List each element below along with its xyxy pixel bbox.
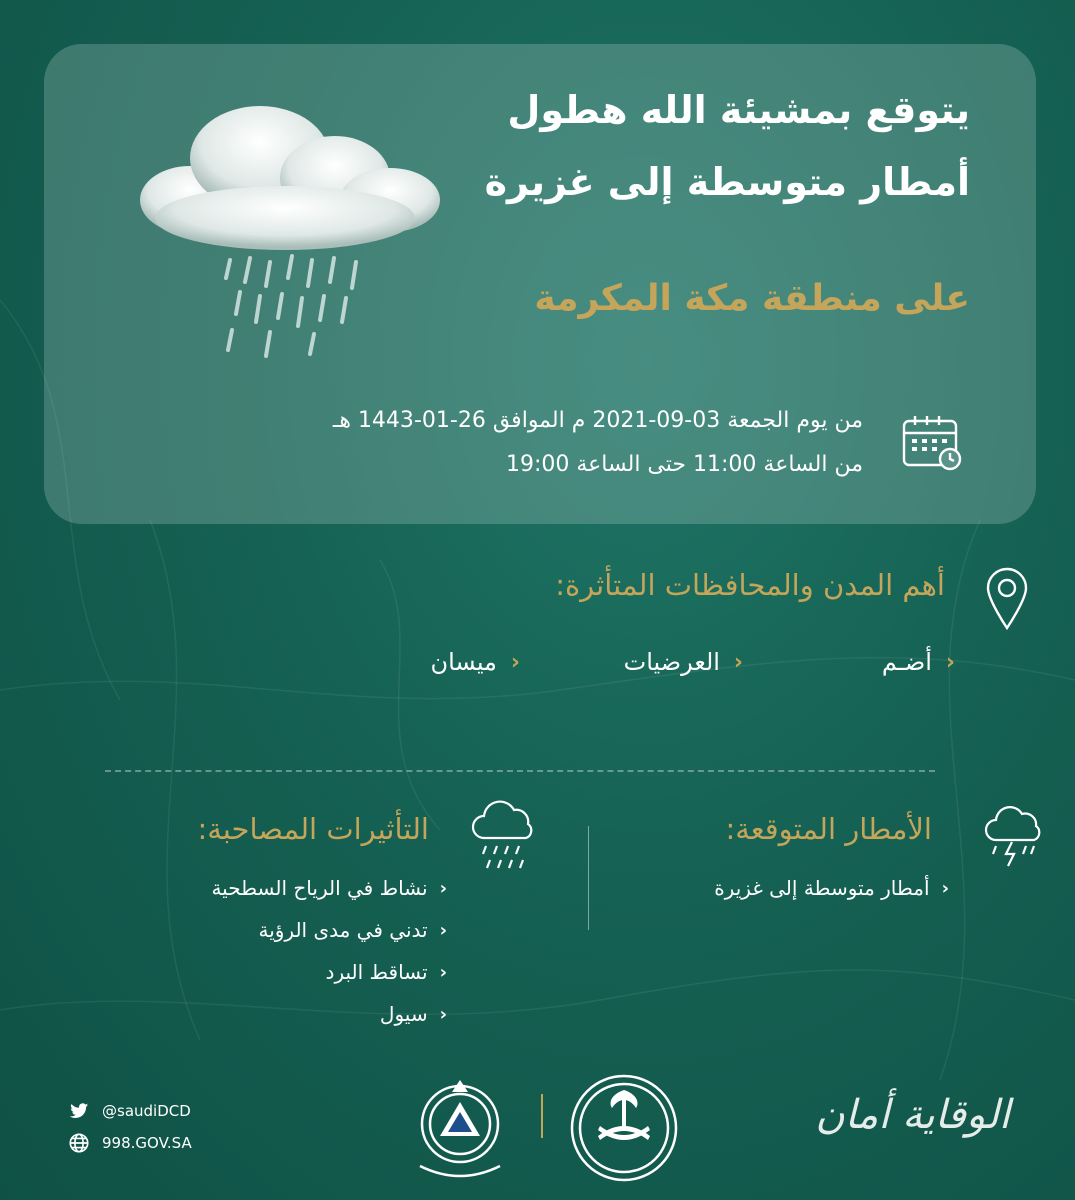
civil-defense-emblem (402, 1070, 518, 1188)
list-item (211, 876, 447, 900)
region-title: على منطقة مكة المكرمة (534, 278, 970, 319)
headline-line-1: يتوقع بمشيئة الله هطول (507, 88, 970, 132)
website-url: 998.GOV.SA (102, 1134, 192, 1152)
city-item (624, 648, 743, 676)
cities-title: أهم المدن والمحافظات المتأثرة: (555, 568, 945, 602)
chevron-left-icon: ‹ (439, 961, 447, 983)
rain-cloud-icon (470, 800, 540, 872)
twitter-icon (68, 1100, 90, 1122)
column-divider (588, 826, 589, 930)
list-item (714, 876, 949, 900)
storm-cloud-icon (982, 800, 1046, 870)
chevron-left-icon: ‹ (439, 1003, 447, 1025)
website-link[interactable] (68, 1132, 192, 1154)
list-item-label: نشاط في الرياح السطحية (211, 876, 428, 900)
chevron-left-icon: ‹ (941, 877, 949, 899)
chevron-left-icon: ‹ (733, 649, 743, 675)
slogan-calligraphy: الوقاية أمان (815, 1092, 1010, 1138)
chevron-left-icon: ‹ (439, 919, 447, 941)
calendar-clock-icon (900, 413, 966, 473)
city-name: العرضيات (623, 648, 720, 676)
list-item (326, 960, 447, 984)
date-line: من يوم الجمعة 03-09-2021 م الموافق 26-01-1443 هـ (332, 408, 863, 433)
twitter-handle: @saudiDCD (102, 1102, 191, 1120)
time-line: من الساعة 11:00 حتى الساعة 19:00 (505, 452, 863, 477)
list-item (380, 1002, 447, 1026)
city-name: أضـم (881, 648, 932, 676)
chevron-left-icon: ‹ (510, 649, 520, 675)
emblem-separator (541, 1094, 543, 1138)
city-item (430, 648, 520, 676)
city-item (882, 648, 955, 676)
twitter-link[interactable] (68, 1100, 191, 1122)
city-name: ميسان (430, 648, 497, 676)
location-pin-icon (984, 566, 1030, 632)
effects-title: التأثيرات المصاحبة: (197, 812, 429, 846)
section-divider (105, 770, 935, 772)
expected-rain-title: الأمطار المتوقعة: (725, 812, 932, 846)
list-item-label: أمطار متوسطة إلى غزيرة (714, 876, 930, 900)
list-item-label: سيول (379, 1002, 428, 1026)
list-item-label: تدني في مدى الرؤية (258, 918, 428, 942)
headline-line-2: أمطار متوسطة إلى غزيرة (484, 160, 970, 204)
list-item-label: تساقط البرد (325, 960, 428, 984)
chevron-left-icon: ‹ (945, 649, 955, 675)
chevron-left-icon: ‹ (439, 877, 447, 899)
list-item (258, 918, 447, 942)
globe-icon (68, 1132, 90, 1154)
ministry-of-interior-emblem (568, 1072, 680, 1184)
rain-cloud-illustration (120, 100, 465, 360)
